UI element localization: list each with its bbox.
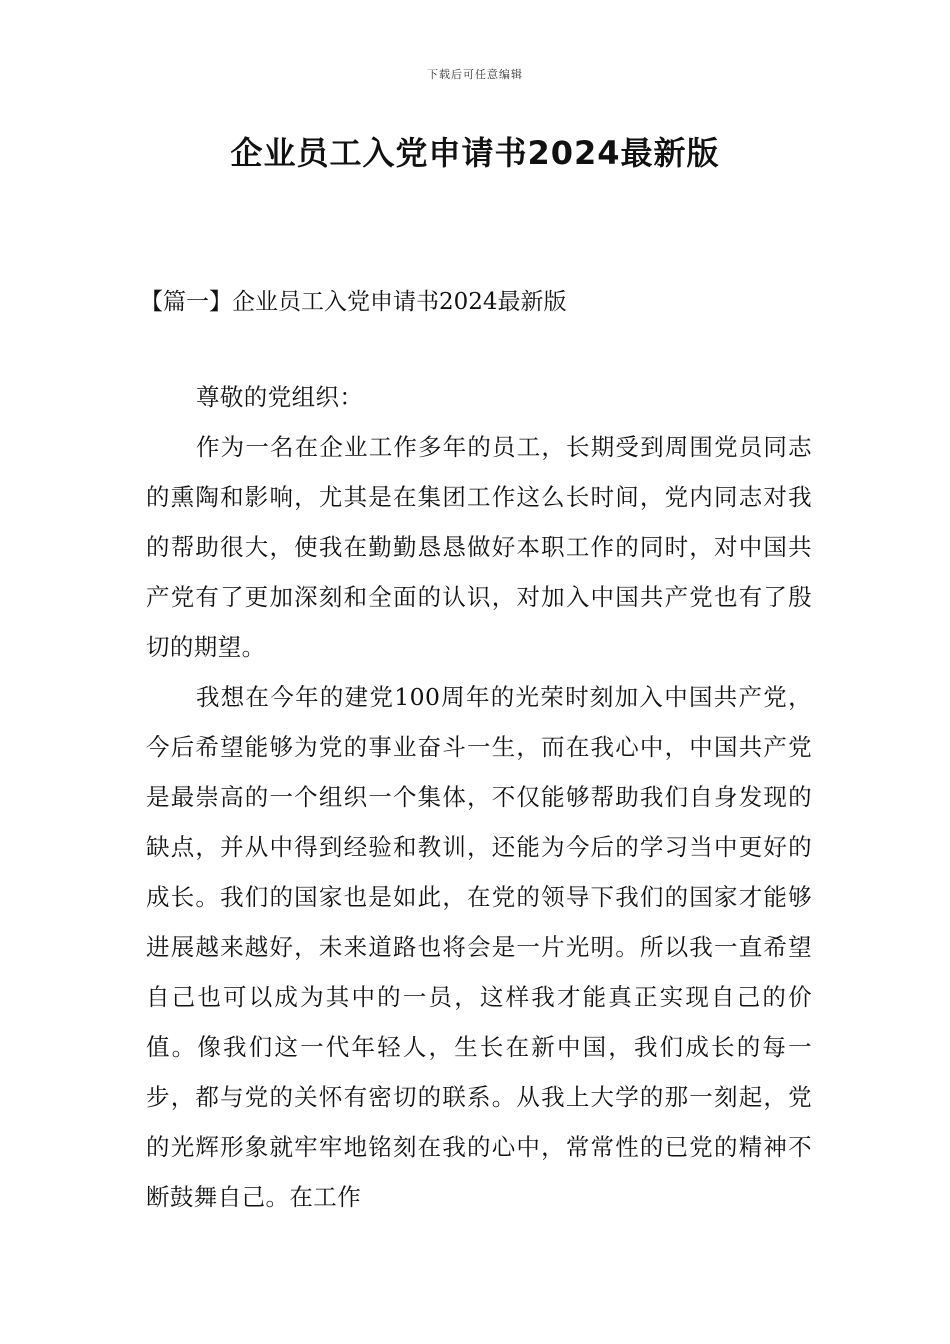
paragraph-1: 作为一名在企业工作多年的员工，长期受到周围党员同志的熏陶和影响，尤其是在集团工作这么长时间，党内同志对我的帮助很大，使我在勤勤恳恳做好本职工作的同时，对中国共产党有了更加深刻和全面的认识，对加入中国共产党也有了殷切的期望。 bbox=[146, 433, 812, 661]
section-heading: 【篇一】企业员工入党申请书2024最新版 bbox=[140, 289, 567, 315]
document-title: 企业员工入党申请书2024最新版 bbox=[230, 134, 720, 172]
document-body bbox=[146, 372, 812, 1222]
header-note: 下载后可任意编辑 bbox=[427, 68, 523, 81]
paragraph-2: 我想在今年的建党100周年的光荣时刻加入中国共产党，今后希望能够为党的事业奋斗一生，而在我心中，中国共产党是最崇高的一个组织一个集体，不仅能够帮助我们自身发现的缺点，并从中得到经验和教训，还能为今后的学习当中更好的成长。我们的国家也是如此，在党的领导下我们的国家才能够进展越来越好，未来道路也将会是一片光明。所以我一直希望自己也可以成为其中的一员，这样我才能真正实现自己的价值。像我们这一代年轻人，生长在新中国，我们成长的每一步，都与党的关怀有密切的联系。从我上大学的那一刻起，党的光辉形象就牢牢地铭刻在我的心中，常常性的已党的精神不断鼓舞自己。在工作 bbox=[146, 683, 812, 1211]
salutation: 尊敬的党组织： bbox=[196, 383, 364, 411]
